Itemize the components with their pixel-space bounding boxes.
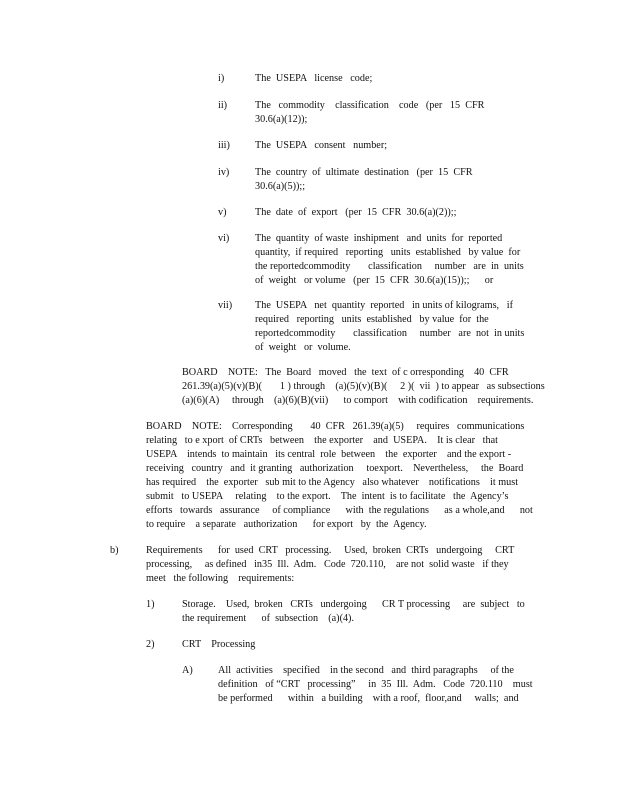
subsection-text: All activities specified in the second and third paragraphs of the xyxy=(218,665,514,676)
section-text: meet the following requirements: xyxy=(146,573,295,584)
item-text: The USEPA consent number; xyxy=(255,140,388,151)
item-text: 30.6(a)(5));; xyxy=(255,181,306,192)
item-label: iii) xyxy=(218,140,230,151)
item-text: of weight or volume. xyxy=(255,342,351,353)
item-label: vii) xyxy=(218,300,233,311)
item-label: ii) xyxy=(218,100,228,111)
subsection-label: A) xyxy=(182,665,193,676)
item-label: vi) xyxy=(218,233,230,244)
item-text: 30.6(a)(12)); xyxy=(255,114,308,125)
item-text: the reportedcommodity classification number are in units xyxy=(255,261,524,272)
item-text: The date of export (per 15 CFR 30.6(a)(2));; xyxy=(255,207,457,218)
item-text: quantity, if required reporting units established by value for xyxy=(255,247,521,258)
subsection-text: the requirement of subsection (a)(4). xyxy=(182,613,354,624)
item-text: The country of ultimate destination (per 15 CFR xyxy=(255,167,473,178)
subsection-label: 1) xyxy=(146,599,155,610)
note-line: relating to e xport of CRTs between the exporter and USEPA. It is clear that xyxy=(146,435,498,446)
note-line: 261.39(a)(5)(v)(B)( 1 ) through (a)(5)(v)(B)( 2 )( vii ) to appear as subsections xyxy=(182,381,545,392)
note-line: (a)(6)(A) through (a)(6)(B)(vii) to comport with codification requirements. xyxy=(182,395,534,406)
item-label: v) xyxy=(218,207,227,218)
subsection-text: CRT Processing xyxy=(182,639,256,650)
item-text: The USEPA net quantity reported in units of kilograms, if xyxy=(255,300,513,311)
note-line: USEPA intends to maintain its central role between the exporter and the export - xyxy=(146,449,512,460)
item-text: required reporting units established by value for the xyxy=(255,314,489,325)
item-text: of weight or volume (per 15 CFR 30.6(a)(15));; or xyxy=(255,275,494,286)
section-label: b) xyxy=(110,545,119,556)
section-text: Requirements for used CRT processing. Used, broken CRTs undergoing CRT xyxy=(146,545,515,556)
subsection-label: 2) xyxy=(146,639,155,650)
item-label: i) xyxy=(218,73,225,84)
item-label: iv) xyxy=(218,167,230,178)
item-text: The USEPA license code; xyxy=(255,73,373,84)
subsection-text: definition of “CRT processing” in 35 Ill. Adm. Code 720.110 must xyxy=(218,679,533,690)
note-line: BOARD NOTE: Corresponding 40 CFR 261.39(a)(5) requires communications xyxy=(146,421,525,432)
note-line: BOARD NOTE: The Board moved the text of c orresponding 40 CFR xyxy=(182,367,509,378)
note-line: to require a separate authorization for export by the Agency. xyxy=(146,519,427,530)
note-line: efforts towards assurance of compliance with the regulations as a whole,and not xyxy=(146,505,533,516)
item-text: The quantity of waste inshipment and units for reported xyxy=(255,233,503,244)
item-text: The commodity classification code (per 15 CFR xyxy=(255,100,485,111)
subsection-text: Storage. Used, broken CRTs undergoing CR T processing are subject to xyxy=(182,599,525,610)
subsection-text: be performed within a building with a roof, floor,and walls; and xyxy=(218,693,519,704)
note-line: has required the exporter sub mit to the Agency also whatever notifications it must xyxy=(146,477,519,488)
item-text: reportedcommodity classification number are not in units xyxy=(255,328,525,339)
note-line: submit to USEPA relating to the export. The intent is to facilitate the Agency’s xyxy=(146,491,509,502)
section-text: processing, as defined in35 Ill. Adm. Code 720.110, are not solid waste if they xyxy=(146,559,509,570)
note-line: receiving country and it granting authorization toexport. Nevertheless, the Board xyxy=(146,463,524,474)
